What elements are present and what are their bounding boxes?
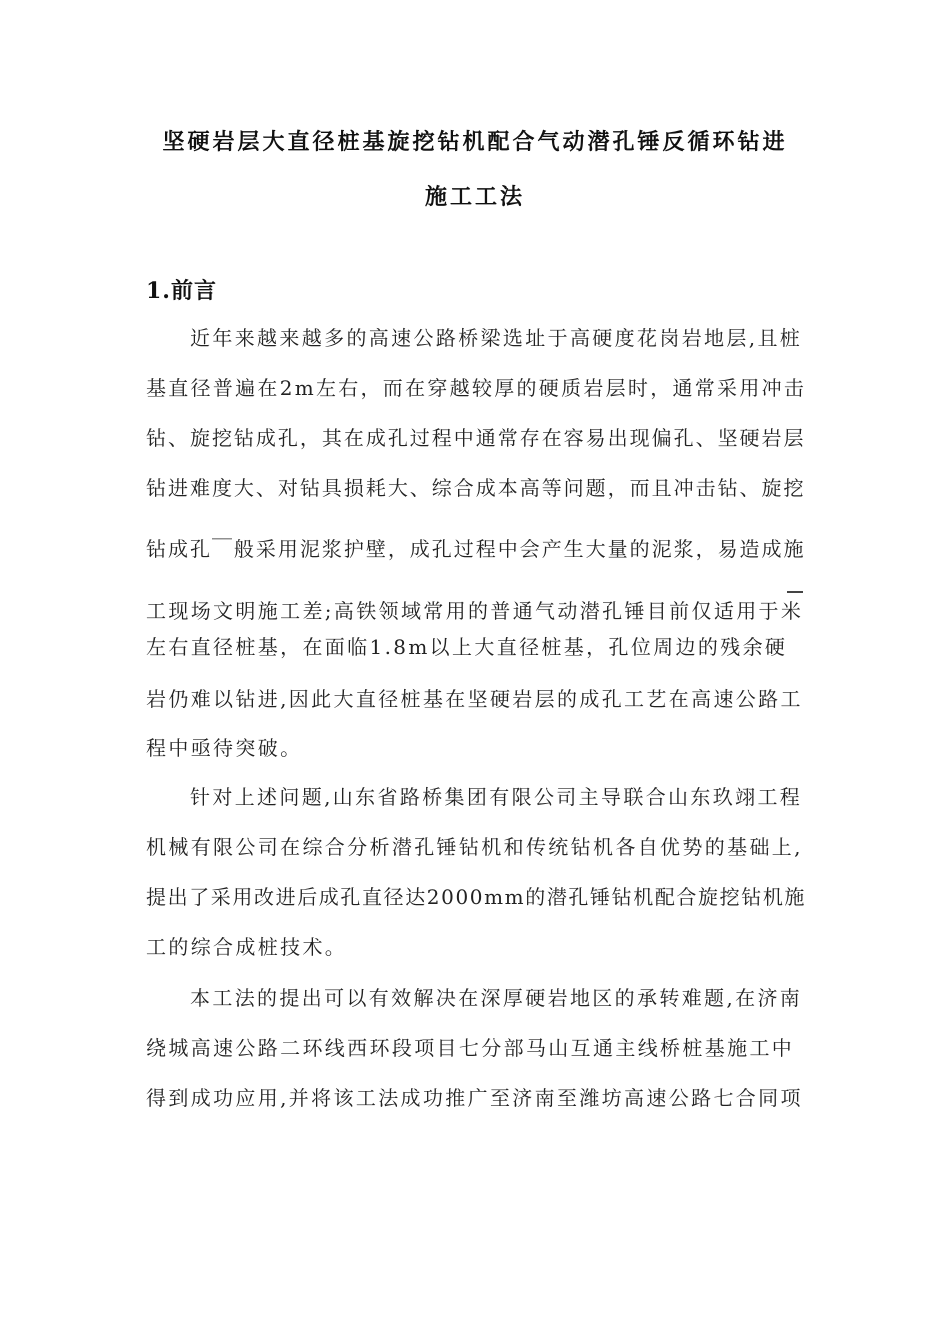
document-title-line-1: 坚硬岩层大直径桩基旋挖钻机配合气动潜孔锤反循环钻进 — [162, 129, 788, 155]
paragraph-1-line-5: 钻成孔￣般采用泥浆护壁，成孔过程中会产生大量的泥浆，易造成施 — [146, 537, 806, 561]
paragraph-3-line-2: 绕城高速公路二环线西环段项目七分部马山互通主线桥桩基施工中 — [146, 1036, 795, 1060]
stray-dash-mark — [787, 591, 803, 593]
paragraph-1-line-9: 程中亟待突破。 — [146, 736, 303, 760]
paragraph-3-line-1: 本工法的提出可以有效解决在深厚硬岩地区的承转难题,在济南 — [190, 986, 803, 1010]
paragraph-1-line-7: 左右直径桩基，在面临1.8m以上大直径桩基，孔位周边的残余硬 — [146, 635, 788, 659]
paragraph-2-line-3: 提出了采用改进后成孔直径达2000mm的潜孔锤钻机配合旋挖钻机施 — [146, 885, 807, 909]
paragraph-1-line-2: 基直径普遍在2m左右，而在穿越较厚的硬质岩层时，通常采用冲击 — [146, 376, 807, 400]
paragraph-2-line-2: 机械有限公司在综合分析潜孔锤钻机和传统钻机各自优势的基础上, — [146, 835, 803, 859]
paragraph-1-line-8: 岩仍难以钻进,因此大直径桩基在坚硬岩层的成孔工艺在高速公路工 — [146, 687, 803, 711]
paragraph-1-line-3: 钻、旋挖钻成孔，其在成孔过程中通常存在容易出现偏孔、坚硬岩层 — [146, 426, 806, 450]
paragraph-2-line-1: 针对上述问题,山东省路桥集团有限公司主导联合山东玖翊工程 — [190, 785, 803, 809]
section-heading: 1.前言 — [146, 278, 217, 304]
paragraph-1-line-1: 近年来越来越多的高速公路桥梁选址于高硬度花岗岩地层,且桩 — [190, 326, 803, 350]
paragraph-1-line-6: 工现场文明施工差;高铁领域常用的普通气动潜孔锤目前仅适用于米 — [146, 599, 804, 623]
paragraph-2-line-4: 工的综合成桩技术。 — [146, 935, 348, 959]
document-title-line-2: 施工工法 — [424, 184, 525, 210]
paragraph-3-line-3: 得到成功应用,并将该工法成功推广至济南至潍坊高速公路七合同项 — [146, 1086, 803, 1110]
paragraph-1-line-4: 钻进难度大、对钻具损耗大、综合成本高等问题，而且冲击钻、旋挖 — [146, 476, 806, 500]
